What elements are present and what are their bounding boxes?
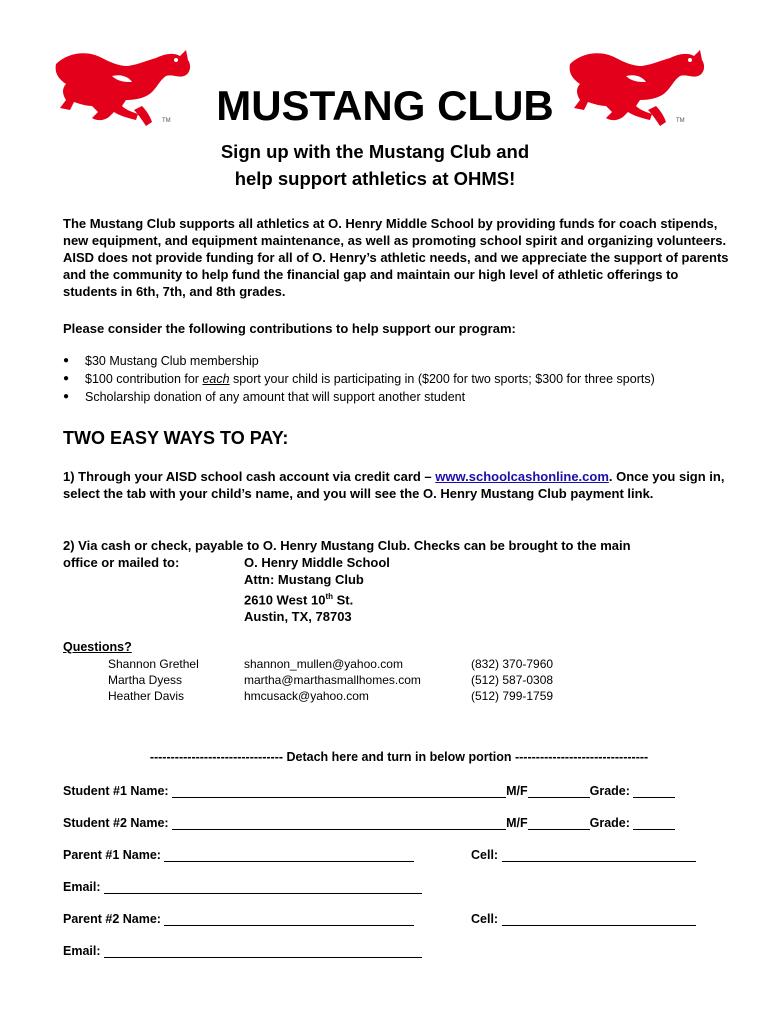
student-2-label: Student #2 Name:: [63, 816, 169, 830]
parent-2-email-row: [63, 944, 422, 958]
list-item: [63, 370, 753, 388]
contact-email: hmcusack@yahoo.com: [244, 689, 369, 703]
parent-1-cell-row: [471, 848, 696, 862]
student-1-mf-label: M/F: [506, 784, 528, 798]
parent-1-row: [63, 848, 414, 862]
student-2-grade-label: Grade:: [589, 816, 630, 830]
parent-2-cell-field[interactable]: [502, 912, 696, 926]
student-2-mf-field[interactable]: [528, 816, 590, 830]
bullet-text: Scholarship donation of any amount that will support another student: [85, 390, 466, 404]
address-street-suffix: St.: [333, 592, 354, 608]
student-1-grade-field[interactable]: [633, 784, 675, 798]
parent-1-email-row: [63, 880, 422, 894]
intro-paragraph: The Mustang Club supports all athletics at O. Henry Middle School by providing funds for coach stipends, new equipment, and equipment maintenance, as well as promoting school spirit and organizing volunteers. AISD does not provide funding for all of O. Henry’s athletic needs, and we appreciate the support of parents and the community to help fund the financial gap and maintain our high level of athletic offerings to students in 6th, 7th, and 8th grades.: [63, 216, 729, 299]
parent-2-cell-row: [471, 912, 696, 926]
tm-mark: TM: [162, 118, 171, 124]
student-2-grade-field[interactable]: [633, 816, 675, 830]
student-2-row: [63, 816, 675, 830]
contributions-heading: Please consider the following contributions to help support our program:: [63, 321, 516, 336]
address-line-2: Attn: Mustang Club: [244, 572, 364, 587]
parent-1-email-label: Email:: [63, 880, 101, 894]
subtitle-line-1: Sign up with the Mustang Club and: [220, 141, 530, 162]
contact-name: Heather Davis: [108, 689, 185, 703]
schoolcash-link[interactable]: www.schoolcashonline.com: [435, 469, 609, 484]
address-line-1: O. Henry Middle School: [244, 555, 390, 570]
payment-option-2-line-1: 2) Via cash or check, payable to O. Henry Mustang Club. Checks can be brought to the main: [63, 538, 631, 553]
parent-2-email-label: Email:: [63, 944, 101, 958]
payment-option-2-line-2: office or mailed to:: [63, 555, 180, 570]
contact-phones: [471, 656, 553, 704]
student-1-grade-label: Grade:: [589, 784, 630, 798]
detach-line: -------------------------------- Detach here and turn in below portion --------------------------------: [149, 750, 649, 764]
contact-names: [108, 656, 199, 704]
address-street: 2610 West 10: [244, 592, 326, 608]
student-1-mf-field[interactable]: [528, 784, 590, 798]
bullet-icon: ●: [63, 373, 70, 384]
student-1-row: [63, 784, 675, 798]
mailing-address: [244, 554, 390, 625]
parent-2-name-field[interactable]: [164, 912, 414, 926]
contact-phone: (512) 799-1759: [471, 689, 554, 703]
contact-name: Martha Dyess: [108, 673, 183, 687]
parent-1-name-field[interactable]: [164, 848, 414, 862]
contact-emails: [244, 656, 421, 704]
bullet-text: sport your child is participating in ($200 for two sports; $300 for three sports): [229, 372, 655, 386]
parent-1-cell-field[interactable]: [502, 848, 696, 862]
contact-phone: (512) 587-0308: [471, 673, 554, 687]
parent-2-cell-label: Cell:: [471, 912, 499, 926]
payment-option-1: [63, 468, 735, 502]
parent-2-row: [63, 912, 414, 926]
parent-1-email-field[interactable]: [104, 880, 422, 894]
payment-option-2: [63, 537, 735, 571]
bullet-text: $30 Mustang Club membership: [85, 354, 259, 368]
payment-option-1-text: 1) Through your AISD school cash account via credit card –: [63, 469, 436, 484]
contact-email: martha@marthasmallhomes.com: [244, 673, 421, 687]
bullet-icon: ●: [63, 391, 70, 402]
student-2-mf-label: M/F: [506, 816, 528, 830]
payment-heading: TWO EASY WAYS TO PAY:: [63, 428, 289, 448]
page-title: MUSTANG CLUB: [216, 82, 554, 129]
contact-phone: (832) 370-7960: [471, 657, 554, 671]
payment-option-1-text-end: . Once you sign in, select the tab with your child’s name, and you will see the O. Henry Mustang Club payment link.: [63, 469, 725, 501]
contact-name: Shannon Grethel: [108, 657, 199, 671]
page-subtitle: [0, 138, 750, 192]
contributions-list: [63, 352, 753, 406]
address-ordinal: th: [325, 592, 333, 601]
subtitle-line-2: help support athletics at OHMS!: [234, 168, 516, 189]
address-line-4: Austin, TX, 78703: [244, 609, 352, 625]
student-1-name-field[interactable]: [172, 784, 506, 798]
parent-2-email-field[interactable]: [104, 944, 422, 958]
tm-mark: TM: [676, 118, 685, 124]
bullet-text: $100 contribution for: [85, 372, 203, 386]
parent-1-cell-label: Cell:: [471, 848, 499, 862]
contact-email: shannon_mullen@yahoo.com: [244, 657, 403, 671]
parent-2-label: Parent #2 Name:: [63, 912, 161, 926]
student-2-name-field[interactable]: [172, 816, 506, 830]
bullet-emphasis: each: [202, 372, 230, 386]
bullet-icon: ●: [63, 355, 70, 366]
student-1-label: Student #1 Name:: [63, 784, 169, 798]
list-item: [63, 388, 753, 406]
list-item: [63, 352, 753, 370]
address-line-3: [244, 588, 390, 608]
questions-label: Questions?: [63, 640, 132, 654]
parent-1-label: Parent #1 Name:: [63, 848, 161, 862]
